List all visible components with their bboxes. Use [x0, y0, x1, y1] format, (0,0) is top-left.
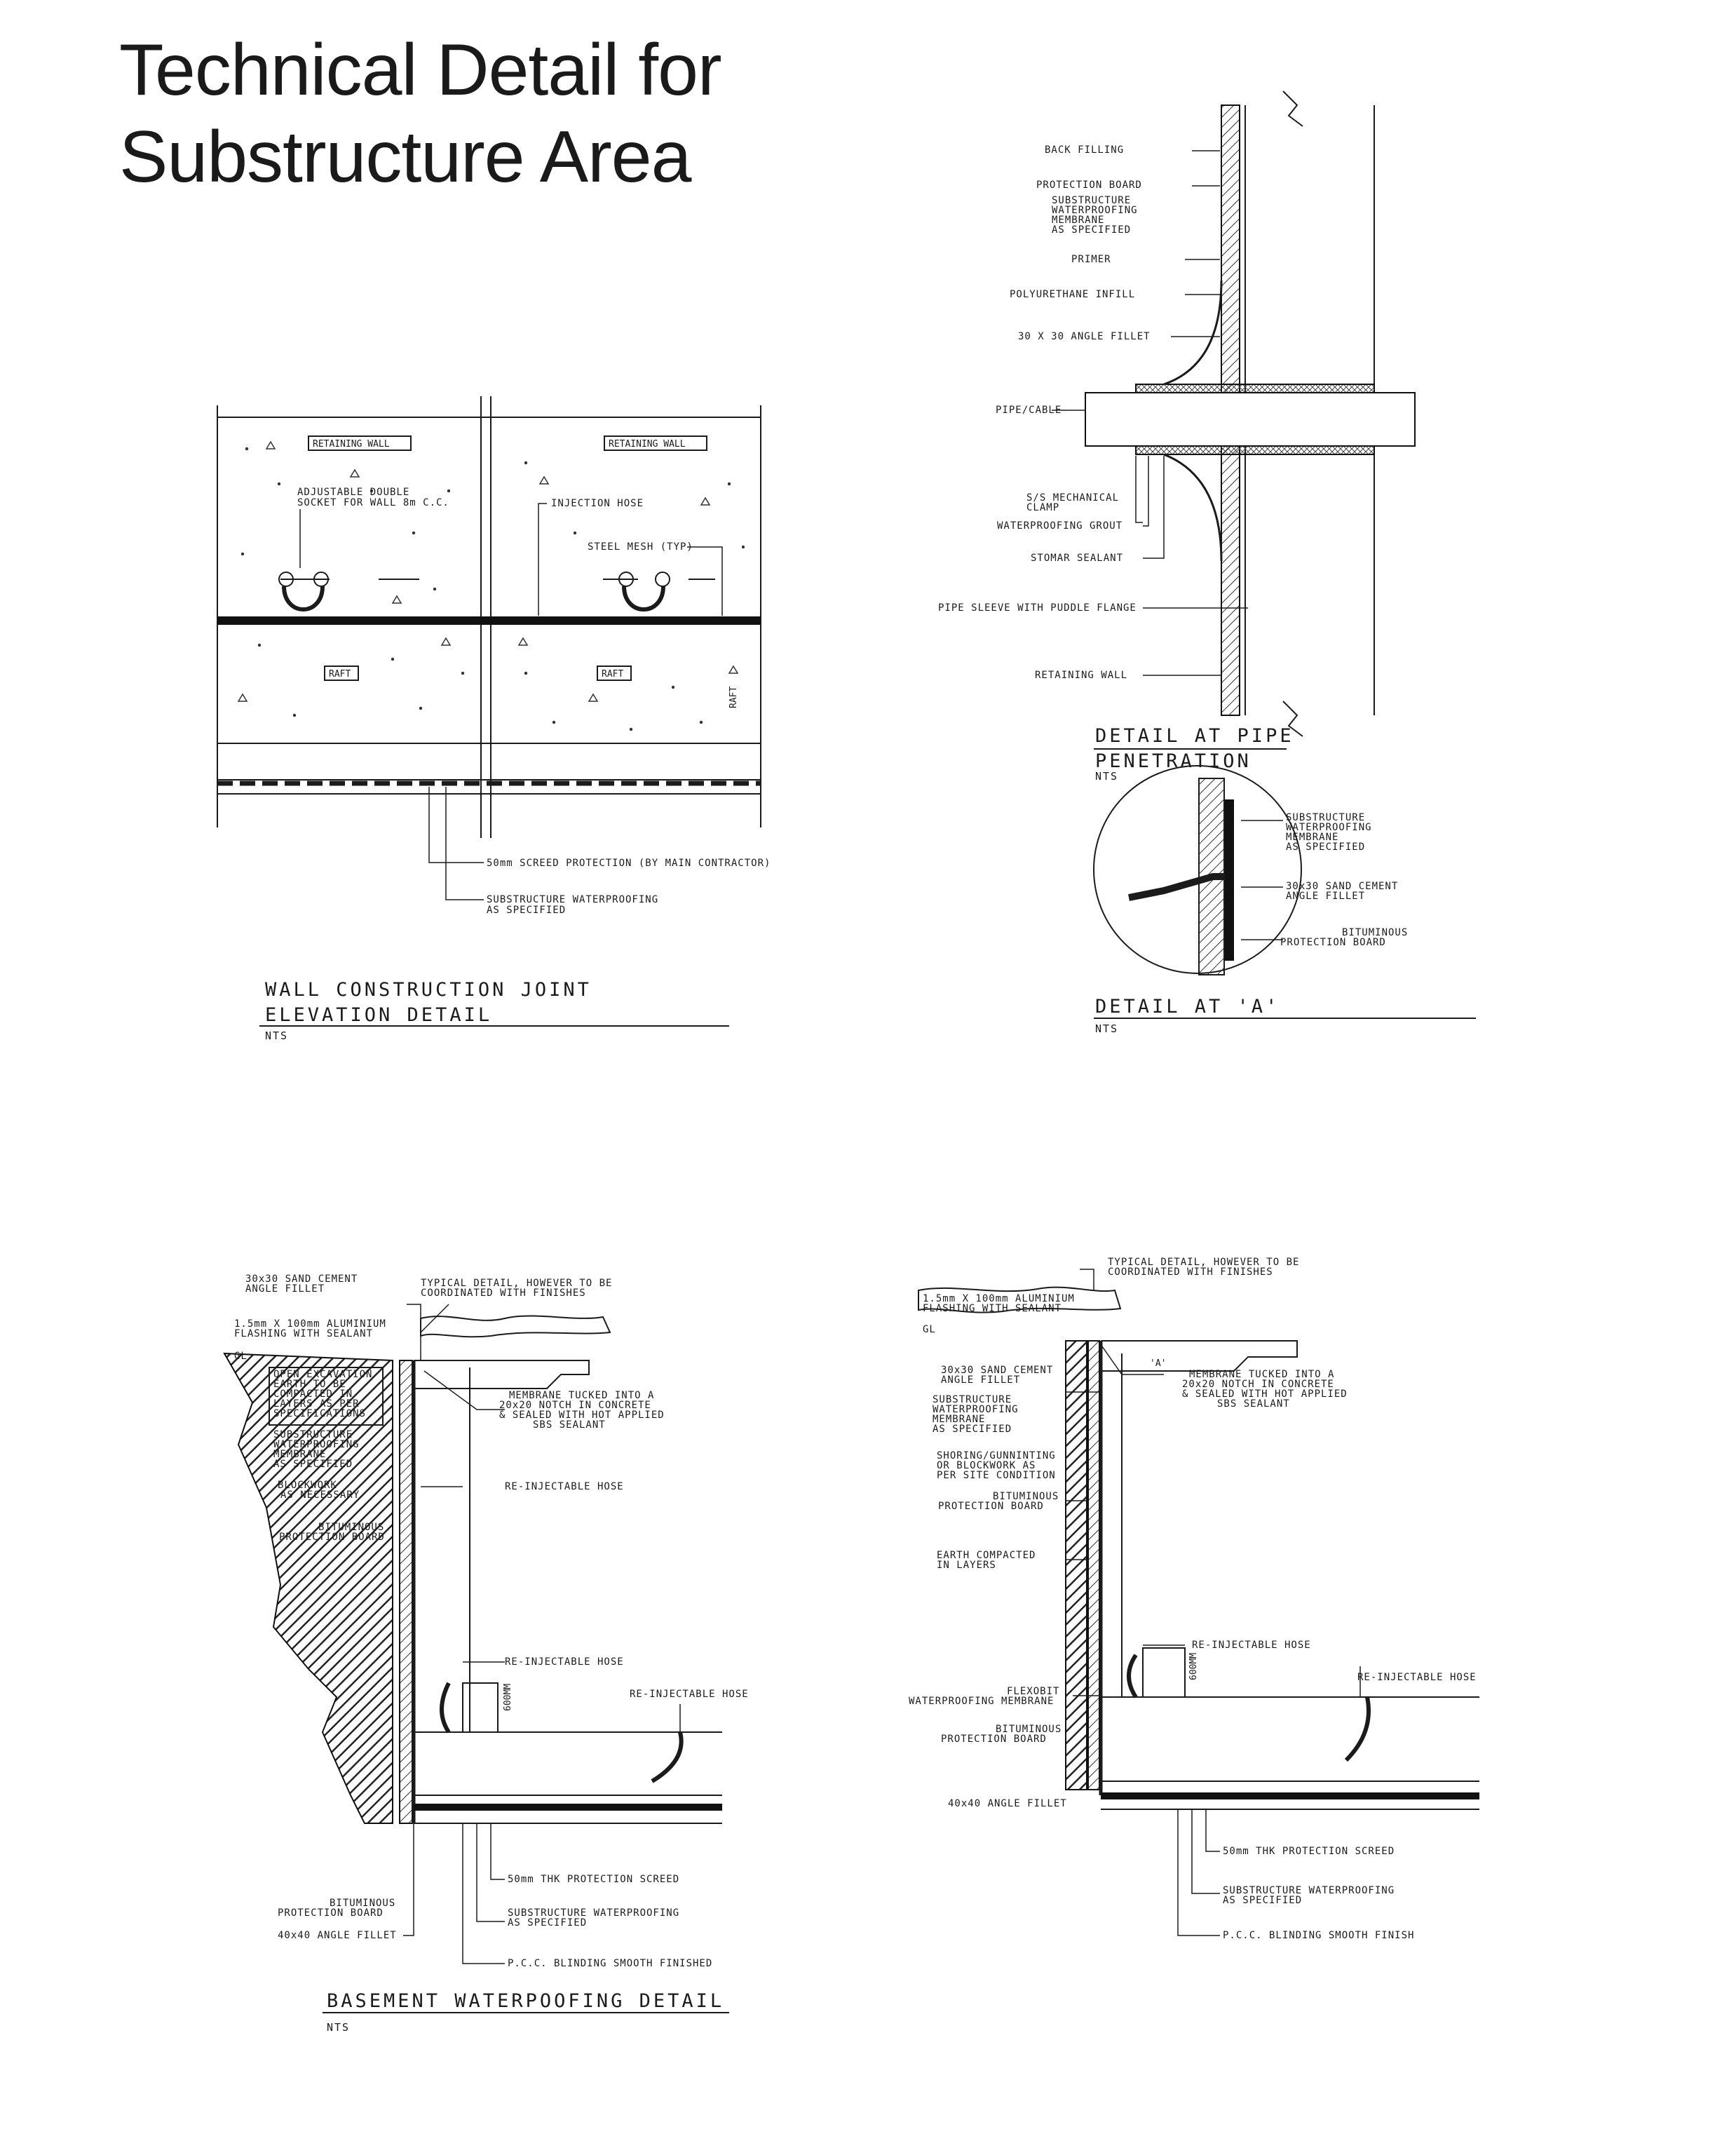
bl-bit-2: PROTECTION BOARD: [279, 1532, 385, 1543]
wj-title-2: ELEVATION DETAIL: [265, 1004, 493, 1026]
pp-grout: WATERPROOFING GROUT: [997, 520, 1123, 532]
br-tuck-2: 20x20 NOTCH IN CONCRETE: [1182, 1379, 1334, 1390]
br-a-mark: 'A': [1150, 1358, 1167, 1369]
pp-fillet-top: [1164, 281, 1221, 384]
pp-pipe: [1085, 393, 1415, 446]
bl-exc-1: OPEN EXCAVATION: [273, 1369, 373, 1380]
pp-protection-board: PROTECTION BOARD: [1036, 180, 1142, 191]
pp-a-leaders: [1241, 820, 1283, 940]
br-fillet-2: ANGLE FILLET: [941, 1374, 1021, 1386]
wj-title-1: WALL CONSTRUCTION JOINT: [265, 979, 592, 1001]
pp-a-m1: SUBSTRUCTURE: [1286, 812, 1366, 823]
bl-hose-1: RE-INJECTABLE HOSE: [505, 1481, 624, 1492]
wj-raft-right: RAFT: [602, 669, 624, 680]
bl-block-1: BLOCKWORK: [278, 1480, 337, 1491]
br-slab-top: [1101, 1341, 1297, 1371]
pp-back-filling: BACK FILLING: [1045, 144, 1125, 156]
pp-a-membrane: [1224, 799, 1234, 961]
bl-mem-1: SUBSTRUCTURE: [273, 1429, 353, 1440]
br-earth-2: IN LAYERS: [937, 1560, 996, 1571]
wj-injection-hose: INJECTION HOSE: [551, 498, 644, 509]
bl-bit-1: BITUMINOUS: [318, 1522, 385, 1533]
bl-exc-5: SPECIFICATIONS: [273, 1408, 367, 1419]
bl-typical-1: TYPICAL DETAIL, HOWEVER TO BE: [421, 1278, 613, 1289]
pp-a-m4: AS SPECIFIED: [1286, 842, 1366, 853]
bl-exc-3: COMPACTED IN: [273, 1389, 353, 1400]
bl-hose-corner: [442, 1683, 449, 1732]
bl-cloud: [421, 1316, 610, 1337]
bl-flash-1: 1.5mm X 100mm ALUMINIUM: [234, 1318, 386, 1330]
pp-sealant: STOMAR SEALANT: [1031, 553, 1124, 564]
wj-retaining-wall-right: RETAINING WALL: [609, 439, 686, 450]
bl-slab-top: [414, 1360, 589, 1389]
br-flash-1: 1.5mm X 100mm ALUMINIUM: [923, 1293, 1075, 1304]
br-hose-2: RE-INJECTABLE HOSE: [1357, 1672, 1477, 1683]
wj-wp-label-1: SUBSTRUCTURE WATERPROOFING: [487, 894, 659, 905]
br-hose-1: RE-INJECTABLE HOSE: [1192, 1640, 1311, 1651]
pp-a-m2: WATERPROOFING: [1286, 822, 1372, 833]
pp-a-f2: ANGLE FILLET: [1286, 891, 1366, 902]
br-shor-3: PER SITE CONDITION: [937, 1470, 1056, 1481]
br-fillet40: 40x40 ANGLE FILLET: [948, 1798, 1067, 1809]
br-raft-membrane: [1101, 1792, 1479, 1799]
pp-sleeve-label: PIPE SLEEVE WITH PUDDLE FLANGE: [938, 602, 1137, 614]
bl-pcc: P.C.C. BLINDING SMOOTH FINISHED: [508, 1958, 713, 1969]
br-typical-1: TYPICAL DETAIL, HOWEVER TO BE: [1108, 1257, 1300, 1268]
bl-mem-2: WATERPROOFING: [273, 1439, 360, 1450]
br-flex-2: WATERPROOFING MEMBRANE: [909, 1696, 1055, 1707]
pp-leaders-top: [1171, 151, 1220, 337]
bl-raft-edges: [414, 1732, 722, 1795]
br-fillet-1: 30x30 SAND CEMENT: [941, 1365, 1054, 1376]
bl-exc-4: LAYERS AS PER: [273, 1398, 360, 1410]
bl-exc-2: EARTH TO BE: [273, 1379, 346, 1390]
bl-hose-raft: [652, 1732, 681, 1781]
pp-a-b2: PROTECTION BOARD: [1280, 937, 1386, 948]
wall-joint-aggregate: [238, 442, 745, 731]
pp-detail-a-circle: [1094, 766, 1301, 973]
br-shoring: [1066, 1341, 1087, 1790]
wj-socket-label-2: SOCKET FOR WALL 8m C.C.: [297, 497, 449, 508]
pp-a-f1: 30x30 SAND CEMENT: [1286, 881, 1399, 892]
br-mem-3: MEMBRANE: [933, 1414, 986, 1425]
bl-raft-membrane: [414, 1804, 722, 1811]
bl-fillet-1: 30x30 SAND CEMENT: [245, 1274, 358, 1285]
pp-clamp-1: S/S MECHANICAL: [1026, 492, 1120, 504]
br-mem-2: WATERPROOFING: [933, 1404, 1019, 1415]
bl-gl: GL: [234, 1351, 247, 1362]
pp-pu-infill: POLYURETHANE INFILL: [1010, 289, 1136, 300]
br-mem-4: AS SPECIFIED: [933, 1424, 1012, 1435]
bl-earth-mass: [224, 1353, 393, 1823]
bl-wp-1: SUBSTRUCTURE WATERPROOFING: [508, 1907, 680, 1919]
pipe-penetration-text: [938, 144, 1408, 1035]
bl-protection-board: [400, 1360, 412, 1823]
pp-membrane-3: MEMBRANE: [1052, 215, 1105, 226]
wj-hose-loop-left: [284, 586, 323, 609]
br-raft-edges: [1101, 1697, 1479, 1781]
pp-break-top: [1283, 91, 1303, 126]
bl-screed: 50mm THK PROTECTION SCREED: [508, 1874, 680, 1885]
bl-flash-2: FLASHING WITH SEALANT: [234, 1328, 374, 1339]
br-typical-2: COORDINATED WITH FINISHES: [1108, 1266, 1273, 1278]
pp-a-title: DETAIL AT 'A': [1095, 996, 1280, 1018]
br-wp-2: AS SPECIFIED: [1223, 1895, 1303, 1906]
pp-title-1: DETAIL AT PIPE: [1095, 725, 1294, 747]
bl-tuck-3: & SEALED WITH HOT APPLIED: [499, 1410, 665, 1421]
wj-leader-wp: [446, 787, 484, 900]
wj-leader-hose: [538, 504, 547, 616]
basement-right-text: [909, 1257, 1477, 1941]
wj-leader-screed: [429, 787, 484, 863]
wj-retaining-wall-left: RETAINING WALL: [313, 439, 390, 450]
bl-fillet40: 40x40 ANGLE FILLET: [278, 1930, 397, 1941]
br-bit-1: BITUMINOUS: [993, 1491, 1059, 1502]
br-kicker: [1143, 1648, 1185, 1697]
pp-membrane-1: SUBSTRUCTURE: [1052, 195, 1132, 206]
br-protection-board: [1088, 1341, 1099, 1790]
bl-dim: 600MM: [503, 1683, 513, 1711]
wj-waterstop-band: [217, 616, 761, 625]
bl-kicker: [463, 1683, 498, 1732]
br-shor-2: OR BLOCKWORK AS: [937, 1460, 1036, 1471]
pp-a-scale: NTS: [1095, 1022, 1119, 1035]
wj-scale: NTS: [265, 1029, 289, 1042]
pp-membrane-4: AS SPECIFIED: [1052, 224, 1132, 236]
bl-mem-3: MEMBRANE: [273, 1449, 327, 1460]
bl-bit-b2: PROTECTION BOARD: [278, 1907, 384, 1919]
wj-socket-label-1: ADJUSTABLE DOUBLE: [297, 487, 410, 498]
wj-raft-side: RAFT: [728, 686, 739, 708]
br-shor-1: SHORING/GUNNINTING: [937, 1450, 1056, 1461]
bl-typical-2: COORDINATED WITH FINISHES: [421, 1288, 586, 1299]
bl-title: BASEMENT WATERPOOFING DETAIL: [327, 1990, 725, 2012]
bl-block-2: AS NECESSARY: [280, 1489, 360, 1501]
pp-retaining-wall: RETAINING WALL: [1035, 670, 1128, 681]
bl-hose-2: RE-INJECTABLE HOSE: [505, 1656, 624, 1668]
br-bit-2: PROTECTION BOARD: [938, 1501, 1044, 1512]
br-bit-b1: BITUMINOUS: [996, 1724, 1062, 1735]
wj-leader-mesh: [687, 547, 722, 616]
br-earth-1: EARTH COMPACTED: [937, 1550, 1036, 1561]
pp-scale: NTS: [1095, 770, 1119, 783]
bl-mem-4: AS SPECIFIED: [273, 1459, 353, 1470]
pp-primer: PRIMER: [1071, 254, 1111, 265]
wall-joint-text: [265, 439, 771, 1042]
br-mem-1: SUBSTRUCTURE: [933, 1394, 1012, 1405]
pp-title-2: PENETRATION: [1095, 750, 1252, 772]
wj-screed-label: 50mm SCREED PROTECTION (BY MAIN CONTRACTOR): [487, 858, 771, 869]
br-tuck-1: MEMBRANE TUCKED INTO A: [1189, 1369, 1335, 1380]
br-hose-raft: [1346, 1697, 1369, 1760]
br-flash-2: FLASHING WITH SEALANT: [923, 1303, 1062, 1314]
br-tuck-4: SBS SEALANT: [1217, 1398, 1290, 1410]
pp-angle-fillet: 30 X 30 ANGLE FILLET: [1018, 331, 1151, 342]
wj-steel-mesh: STEEL MESH (TYP): [588, 541, 693, 553]
br-wp-1: SUBSTRUCTURE WATERPROOFING: [1223, 1885, 1395, 1896]
br-dim: 600MM: [1188, 1652, 1199, 1680]
wj-socket-r2: [656, 572, 670, 586]
br-pcc: P.C.C. BLINDING SMOOTH FINISH: [1223, 1930, 1415, 1941]
bl-wp-2: AS SPECIFIED: [508, 1917, 588, 1928]
br-hose-corner: [1129, 1655, 1136, 1697]
pp-a-b1: BITUMINOUS: [1342, 927, 1409, 938]
pp-pipe-cable: PIPE/CABLE: [996, 405, 1062, 416]
bl-bit-b1: BITUMINOUS: [330, 1898, 396, 1909]
br-flex-1: FLEXOBIT: [1007, 1686, 1060, 1697]
pp-clamp-2: CLAMP: [1026, 502, 1060, 513]
pp-fillet-bottom: [1164, 454, 1221, 561]
bl-fillet-2: ANGLE FILLET: [245, 1283, 325, 1295]
page-title: Technical Detail for Substructure Area: [119, 29, 721, 198]
br-screed: 50mm THK PROTECTION SCREED: [1223, 1846, 1395, 1857]
br-tuck-3: & SEALED WITH HOT APPLIED: [1182, 1389, 1348, 1400]
wj-raft-left: RAFT: [329, 669, 351, 680]
pp-membrane-2: WATERPROOFING: [1052, 205, 1138, 216]
bl-scale: NTS: [327, 2021, 351, 2034]
br-gl: GL: [923, 1324, 936, 1335]
wj-hose-loop-right: [624, 586, 663, 609]
bl-tuck-4: SBS SEALANT: [533, 1419, 606, 1431]
bl-tuck-2: 20x20 NOTCH IN CONCRETE: [499, 1400, 651, 1411]
br-bit-b2: PROTECTION BOARD: [941, 1734, 1047, 1745]
bl-tuck-1: MEMBRANE TUCKED INTO A: [509, 1390, 655, 1401]
pp-a-m3: MEMBRANE: [1286, 832, 1339, 843]
wj-wp-label-2: AS SPECIFIED: [487, 905, 567, 916]
bl-hose-3: RE-INJECTABLE HOSE: [630, 1689, 749, 1700]
